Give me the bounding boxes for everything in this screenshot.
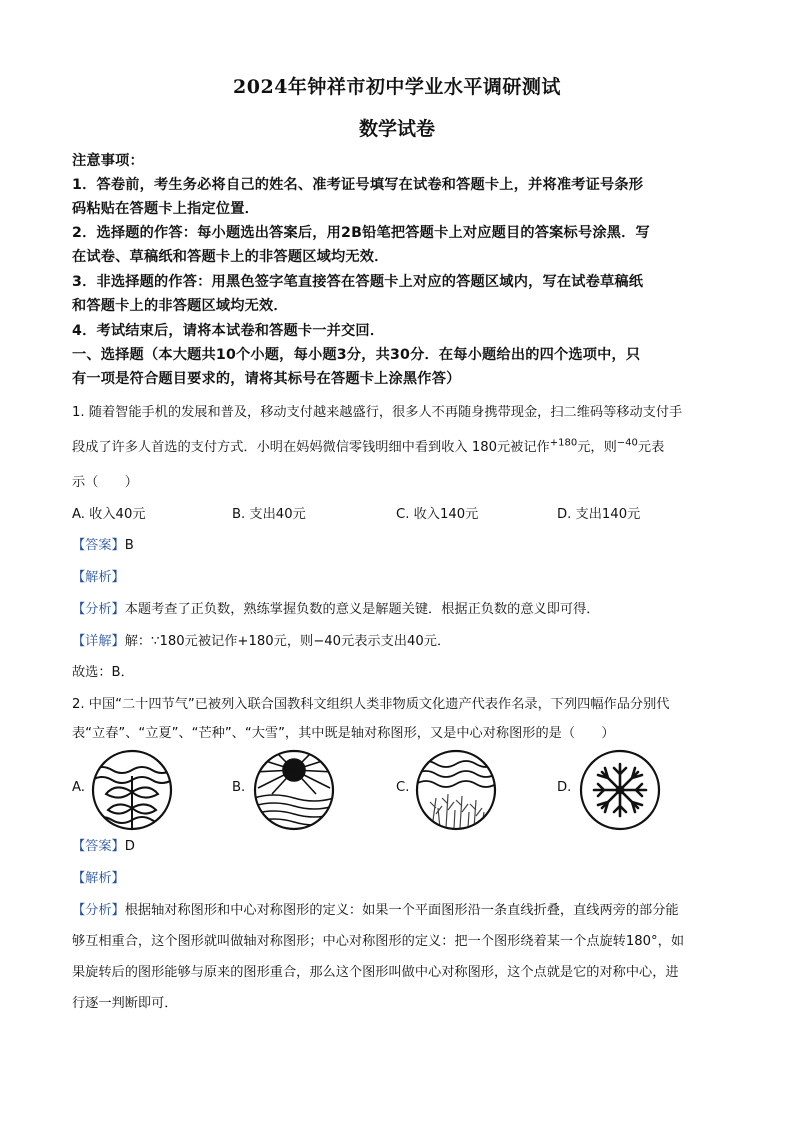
q1-option-d: D. 支出140元: [557, 507, 641, 522]
question-1-text: 示（ ）: [72, 475, 138, 490]
q2-option-d-label: D.: [557, 780, 572, 795]
answer-tag: 【答案】: [72, 538, 125, 553]
fenxi-text: 本题考查了正负数，熟练掌握负数的意义是解题关键．根据正负数的意义即可得．: [124, 602, 600, 617]
notice-item: 3．非选择题的作答：用黑色签字笔直接答在答题卡上对应的答题区域内，写在试卷草稿纸: [72, 274, 644, 290]
q1-math-minus40: −40: [616, 437, 638, 449]
page-title: 2024年钟祥市初中学业水平调研测试: [233, 76, 561, 98]
notice-item: 4．考试结束后，请将本试卷和答题卡一并交回．: [72, 323, 385, 339]
fenxi-tag: 【分析】: [72, 602, 125, 617]
section-heading: 一、选择题（本大题共10个小题，每小题3分，共30分．在每小题给出的四个选项中，只: [72, 347, 641, 363]
analysis-tag: 【解析】: [72, 871, 125, 886]
notice-item: 码粘贴在答题卡上指定位置．: [72, 201, 260, 217]
q1-option-a: A. 收入40元: [72, 507, 146, 522]
fenxi-text: 根据轴对称图形和中心对称图形的定义：如果一个平面图形沿一条直线折叠，直线两旁的部分能: [124, 903, 679, 918]
q1-detail: [72, 630, 732, 649]
q2-option-c-label: C.: [396, 780, 410, 795]
q1-conclusion: 故选：B．: [72, 665, 134, 680]
q2-option-c-image: [414, 748, 498, 832]
fenxi-tag: 【分析】: [72, 903, 125, 918]
q2-option-a-label: A.: [72, 780, 85, 795]
q1-option-c: C. 收入140元: [396, 507, 479, 522]
q2-option-d-image: [578, 748, 662, 832]
answer-value: D: [124, 839, 135, 854]
q2-option-a-image: [90, 748, 174, 832]
q1-answer: [72, 534, 732, 553]
notice-item: 在试卷、草稿纸和答题卡上的非答题区域均无效．: [72, 249, 389, 265]
q1-text-part: 段成了许多人首选的支付方式．小明在妈妈微信零钱明细中看到收入 180元被记作: [72, 440, 550, 455]
detail-text: 解：∵180元被记作+180元，则−40元表示支出40元．: [124, 634, 451, 649]
q1-text-part: 元表: [637, 440, 665, 455]
q2-fenxi-line: 果旋转后的图形能够与原来的图形重合，那么这个图形叫做中心对称图形，这个点就是它的对称中心，进: [72, 965, 679, 980]
notice-item: 2．选择题的作答：每小题选出答案后，用2B铅笔把答题卡上对应题目的答案标号涂黑．写: [72, 225, 650, 241]
notice-item: 1．答卷前，考生务必将自己的姓名、准考证号填写在试卷和答题卡上，并将准考证号条形: [72, 177, 644, 193]
q1-text-part: 元，则: [577, 440, 617, 455]
q2-fenxi-line: 够互相重合，这个图形就叫做轴对称图形；中心对称图形的定义：把一个图形绕着某一个点旋转180°，如: [72, 934, 685, 949]
question-2-text: 表“立春”、“立夏”、“芒种”、“大雪”，其中既是轴对称图形，又是中心对称图形的是（ ）: [72, 726, 615, 741]
page-subtitle: 数学试卷: [358, 118, 435, 140]
q1-math-plus180: +180: [549, 437, 578, 449]
section-heading: 有一项是符合题目要求的，请将其标号在答题卡上涂黑作答）: [72, 371, 461, 387]
detail-tag: 【详解】: [72, 634, 125, 649]
notice-item: 和答题卡上的非答题区域均无效．: [72, 298, 288, 314]
answer-value: B: [124, 538, 134, 553]
question-1-text: 1. 随着智能手机的发展和普及，移动支付越来越盛行，很多人不再随身携带现金，扫二维码等移动支付手: [72, 405, 683, 420]
q2-fenxi-line: [72, 899, 732, 918]
q1-fenxi: [72, 598, 732, 617]
q2-option-b-image: [252, 748, 336, 832]
q1-option-b: B. 支出40元: [232, 507, 306, 522]
analysis-tag: 【解析】: [72, 570, 125, 585]
notice-heading: 注意事项：: [72, 153, 144, 169]
question-2-text: 2. 中国“二十四节气”已被列入联合国教科文组织人类非物质文化遗产代表作名录，下列四幅作品分别代: [72, 697, 670, 712]
q2-option-b-label: B.: [232, 780, 246, 795]
answer-tag: 【答案】: [72, 839, 125, 854]
question-1-text: [72, 436, 732, 455]
q2-answer: [72, 835, 732, 854]
q2-fenxi-line: 行逐一判断即可．: [72, 996, 178, 1011]
